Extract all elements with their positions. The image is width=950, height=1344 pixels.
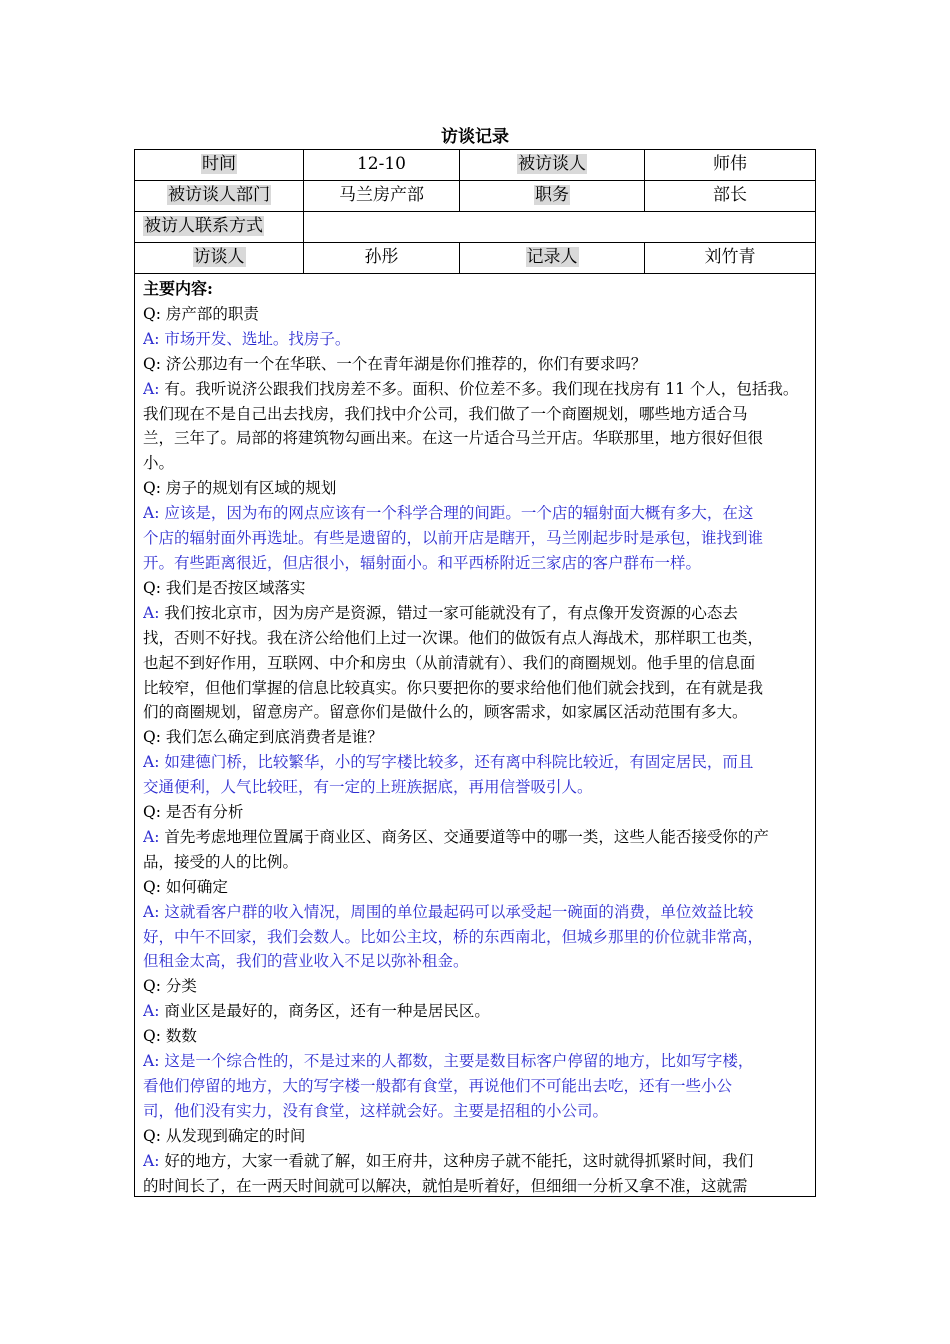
content-heading: 主要内容: (143, 279, 213, 298)
table-row (135, 181, 815, 212)
question-line: Q: 数数 (143, 1027, 197, 1046)
dept-value: 马兰房产部 (304, 181, 460, 211)
answer-line: 个店的辐射面外再选址。有些是遗留的，以前开店是瞎开，马兰刚起步时是承包，谁找到谁 (143, 529, 764, 548)
table-row (135, 212, 815, 243)
interviewer-label: 访谈人 (193, 247, 245, 267)
interviewee-label-cell (460, 150, 645, 180)
answer-line: 品，接受的人的比例。 (143, 852, 299, 871)
question-line: Q: 房子的规划有区域的规划 (143, 479, 337, 498)
answer-line: 比较窄，但他们掌握的信息比较真实。你只要把你的要求给他们他们就会找到，在有就是我 (143, 678, 764, 697)
recorder-value: 刘竹青 (704, 247, 756, 267)
answer-line: 看他们停留的地方，大的写字楼一般都有食堂，再说他们不可能出去吃，还有一些小公 (143, 1077, 733, 1095)
question-line: Q: 济公那边有一个在华联、一个在青年湖是你们推荐的，你们有要求吗？ (143, 354, 647, 373)
question-line: Q: 从发现到确定的时间 (143, 1126, 306, 1145)
contact-value (304, 212, 815, 242)
answer-line: 交通便利，人气比较旺，有一定的上班族据底，再用信誉吸引人。 (143, 778, 593, 797)
answer-line: A: 这就看客户群的收入情况，周围的单位最起码可以承受起一碗面的消费，单位效益比较 (143, 902, 754, 921)
dept-label-cell (135, 181, 304, 211)
qa-lines (143, 302, 807, 1199)
interviewer-value: 孙彤 (304, 243, 460, 273)
answer-line: A: 好的地方，大家一看就了解，如王府井，这种房子就不能托，这时就得抓紧时间，我们 (143, 1151, 754, 1170)
interviewee-label: 被访谈人 (518, 154, 586, 174)
answer-line: 好，中午不回家，我们会数人。比如公主坟，桥的东西南北，但城乡那里的价位就非常高， (143, 927, 764, 946)
interviewee-value: 师伟 (713, 154, 747, 174)
time-label: 时间 (202, 154, 236, 174)
answer-line: 我们现在不是自己出去找房，我们找中介公司，我们做了一个商圈规划，哪些地方适合马 (143, 404, 748, 423)
contact-label: 被访人联系方式 (144, 216, 263, 236)
recorder-label: 记录人 (526, 247, 578, 267)
question-line: Q: 如何确定 (143, 877, 228, 896)
answer-line: 们的商圈规划，留意房产。留意你们是做什么的，顾客需求，如家属区活动范围有多大。 (143, 703, 748, 722)
answer-line: A: 商业区是最好的，商务区，还有一种是居民区。 (143, 1002, 490, 1021)
answer-line: 但租金太高，我们的营业收入不足以弥补租金。 (143, 952, 469, 971)
interview-record-table (134, 149, 816, 1197)
answer-line: 也起不到好作用，互联网、中介和房虫（从前清就有）、我们的商圈规划。他手里的信息面 (143, 653, 756, 672)
time-value: 12-10 (304, 150, 460, 180)
main-content (143, 277, 807, 1199)
answer-line: A: 有。我听说济公跟我们找房差不多。面积、价位差不多。我们现在找房有 11 个人，包括我。 (143, 379, 799, 398)
position-value: 部长 (713, 185, 747, 205)
answer-line: 司，他们没有实力，没有食堂，这样就会好。主要是招租的小公司。 (143, 1101, 609, 1120)
answer-line: A: 市场开发、选址。找房子。 (143, 329, 351, 348)
time-label-cell (135, 150, 304, 180)
recorder-label-cell (460, 243, 645, 273)
answer-line: 兰，三年了。局部的将建筑物勾画出来。在这一片适合马兰开店。华联那里，地方很好但很 (143, 429, 764, 448)
question-line: Q: 房产部的职责 (143, 304, 259, 323)
answer-line: 小。 (143, 454, 175, 473)
question-line: Q: 我们怎么确定到底消费者是谁？ (143, 728, 383, 747)
answer-line: A: 这是一个综合性的，不是过来的人都数，主要是数目标客户停留的地方，比如写字楼， (143, 1052, 754, 1071)
answer-line: 找，否则不好找。我在济公给他们上过一次课。他们的做饭有点人海战术，那样职工也类， (143, 628, 764, 647)
question-line: Q: 分类 (143, 977, 197, 996)
table-row (135, 150, 815, 181)
answer-line: A: 应该是，因为布的网点应该有一个科学合理的间距。一个店的辐射面大概有多大，在这 (143, 504, 754, 523)
answer-line: 的时间长了，在一两天时间就可以解决，就怕是听着好，但细细一分析又拿不准，这就需 (143, 1176, 748, 1195)
question-line: Q: 我们是否按区域落实 (143, 578, 306, 597)
question-line: Q: 是否有分析 (143, 803, 244, 822)
dept-label: 被访谈人部门 (168, 185, 270, 205)
interviewer-label-cell (135, 243, 304, 273)
position-label: 职务 (535, 185, 569, 205)
answer-line: A: 我们按北京市，因为房产是资源，错过一家可能就没有了，有点像开发资源的心态去 (143, 603, 738, 622)
answer-line: A: 首先考虑地理位置属于商业区、商务区、交通要道等中的哪一类，这些人能否接受你的产 (143, 827, 769, 846)
answer-line: A: 如建德门桥，比较繁华，小的写字楼比较多，还有离中科院比较近，有固定居民，而且 (143, 753, 754, 772)
table-row (135, 243, 815, 274)
contact-label-cell (135, 212, 304, 242)
position-label-cell (460, 181, 645, 211)
answer-line: 开。有些距离很近，但店很小，辐射面小。和平西桥附近三家店的客户群布一样。 (143, 553, 702, 572)
page-title: 访谈记录 (441, 127, 509, 147)
